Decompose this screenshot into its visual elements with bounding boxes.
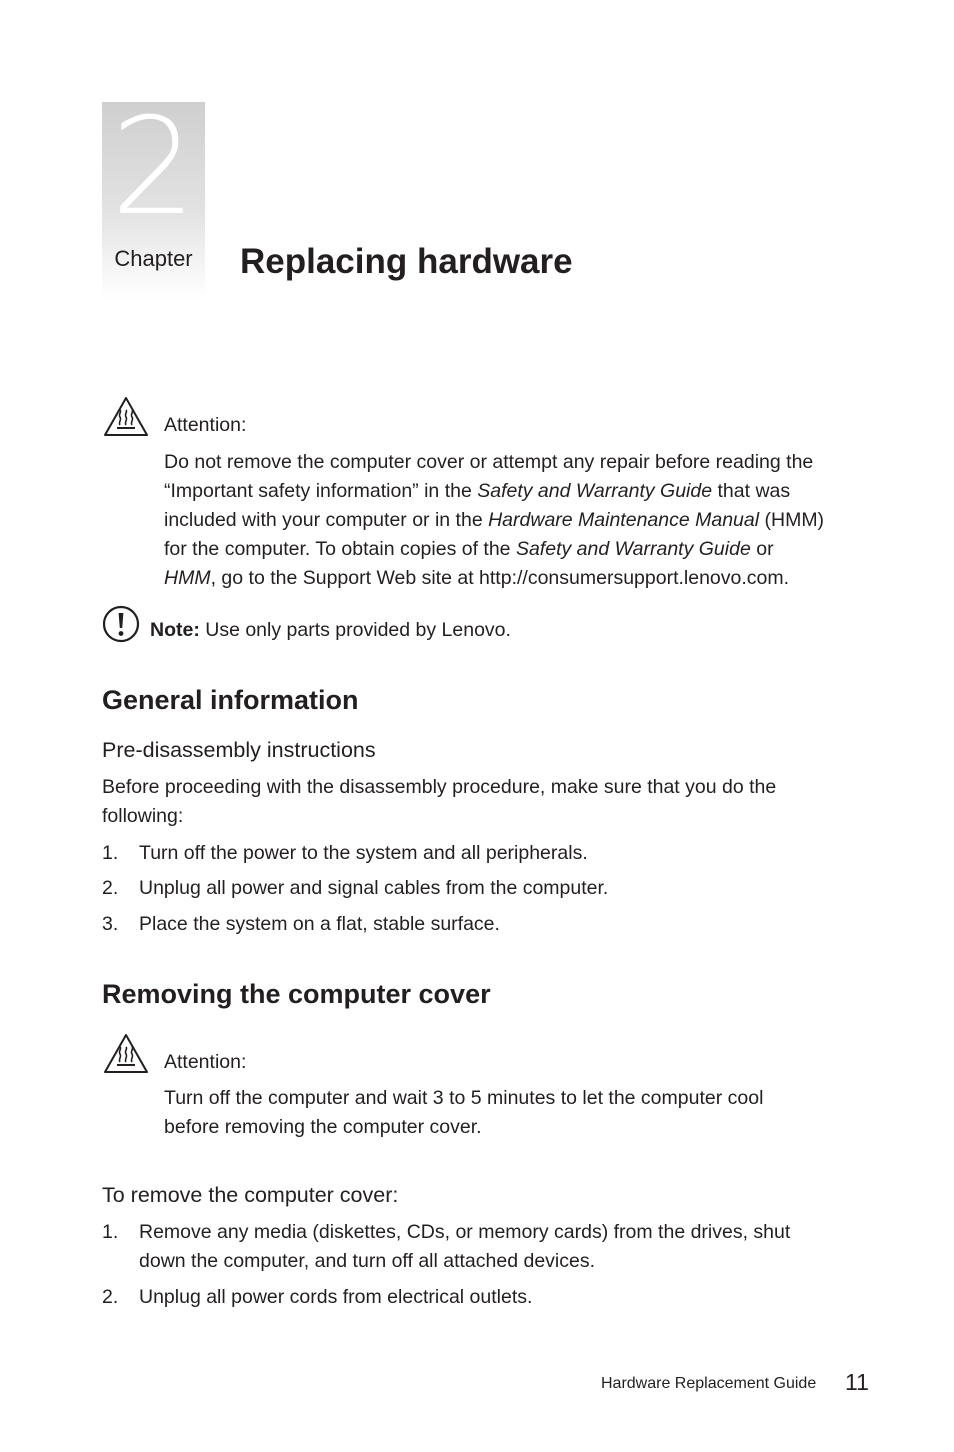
attention-line-5: HMM, go to the Support Web site at http://consumersupport.lenovo.com. — [164, 567, 790, 589]
remove-cover-subheading: To remove the computer cover: — [102, 1183, 399, 1207]
exclamation-circle-icon — [102, 605, 140, 643]
pre-disassembly-subheading: Pre-disassembly instructions — [102, 738, 376, 762]
attention-text — [164, 448, 824, 593]
attention-label: Attention: — [164, 414, 247, 436]
attention-line-2: “Important safety information” in the Safety and Warranty Guide that was — [164, 480, 791, 502]
pre-disassembly-intro: Before proceeding with the disassembly procedure, make sure that you do the following: — [102, 776, 777, 827]
attention-line-3: included with your computer or in the Hardware Maintenance Manual (HMM) — [164, 509, 825, 531]
footer-guide-name: Hardware Replacement Guide — [601, 1375, 817, 1392]
chapter-title: Replacing hardware — [240, 242, 573, 281]
page-number: 11 — [845, 1369, 869, 1395]
chapter-label: Chapter — [114, 246, 193, 271]
hot-surface-warning-icon — [101, 395, 151, 437]
hot-surface-warning-icon — [101, 1032, 151, 1074]
cover-attention-text: Turn off the computer and wait 3 to 5 minutes to let the computer cool before removing the computer cover. — [164, 1087, 764, 1138]
general-information-heading: General information — [102, 685, 359, 715]
chapter-number: 2 — [110, 89, 197, 245]
attention-line-4: for the computer. To obtain copies of the Safety and Warranty Guide or — [164, 538, 774, 560]
note-text: Note: Use only parts provided by Lenovo. — [150, 619, 511, 641]
attention-line-1: Do not remove the computer cover or attempt any repair before reading the — [164, 451, 814, 473]
attention-label: Attention: — [164, 1051, 247, 1073]
removing-cover-heading: Removing the computer cover — [102, 979, 491, 1009]
